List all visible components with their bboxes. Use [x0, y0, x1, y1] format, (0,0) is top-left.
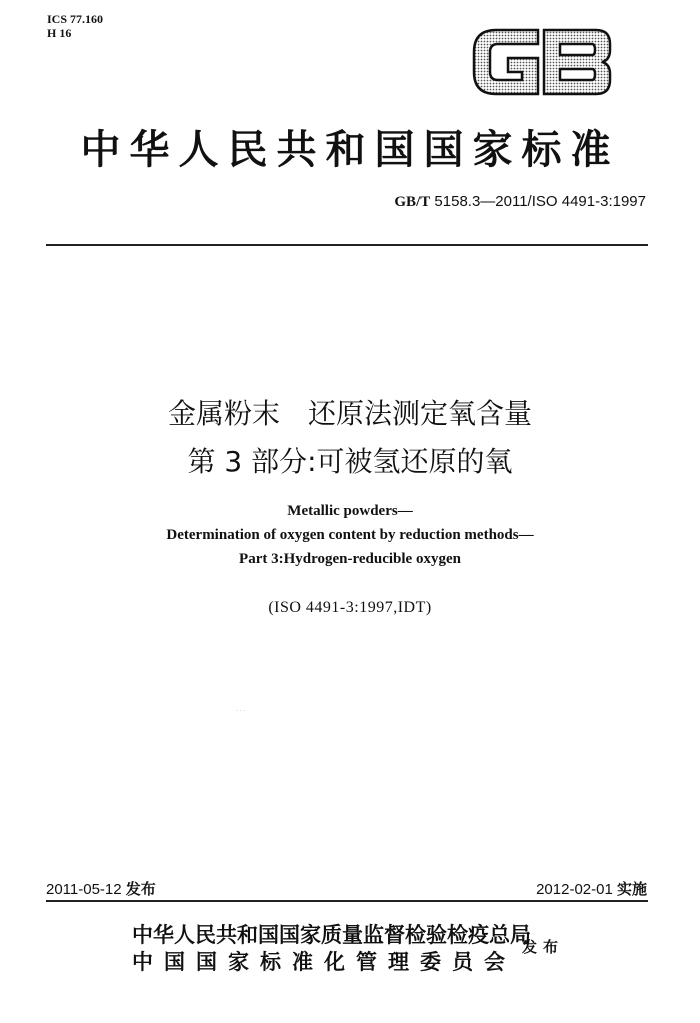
publisher-line-2: 中国国家标准化管理委员会 [132, 949, 516, 974]
issue-date-value: 2011-05-12 [46, 881, 122, 898]
ics-code: ICS 77.160 [47, 12, 104, 26]
bottom-divider [46, 900, 648, 902]
standard-number-prefix: GB/T [394, 194, 431, 210]
publisher-action-label: 发布 [522, 938, 565, 956]
issue-date [46, 878, 156, 899]
implementation-date-label: 实施 [616, 880, 647, 898]
implementation-date-value: 2012-02-01 [536, 881, 613, 898]
ccs-code: H 16 [47, 26, 72, 40]
english-title-line-1: Metallic powders— [287, 503, 413, 519]
standard-category-title: 中华人民共和国国家标准 [80, 126, 620, 173]
english-title-line-2: Determination of oxygen content by reduction methods— [166, 527, 534, 543]
chinese-title-line-2: 第 3 部分:可被氢还原的氧 [187, 445, 513, 478]
standard-number [394, 193, 646, 211]
english-title-line-3: Part 3:Hydrogen-reducible oxygen [239, 551, 461, 567]
top-divider [46, 244, 648, 246]
standard-number-main: 5158.3—2011/ [434, 193, 532, 210]
issue-date-label: 发布 [125, 880, 156, 898]
classification-codes [47, 12, 103, 40]
scan-speck: · · · [236, 708, 246, 715]
standard-number-iso: ISO 4491-3:1997 [531, 193, 646, 210]
implementation-date [536, 878, 647, 899]
iso-equivalence: (ISO 4491-3:1997,IDT) [268, 599, 432, 616]
gb-logo-icon [468, 22, 616, 102]
chinese-title-line-1: 金属粉末 还原法测定氧含量 [167, 397, 532, 430]
publisher-line-1: 中华人民共和国国家质量监督检验检疫总局 [132, 922, 531, 947]
